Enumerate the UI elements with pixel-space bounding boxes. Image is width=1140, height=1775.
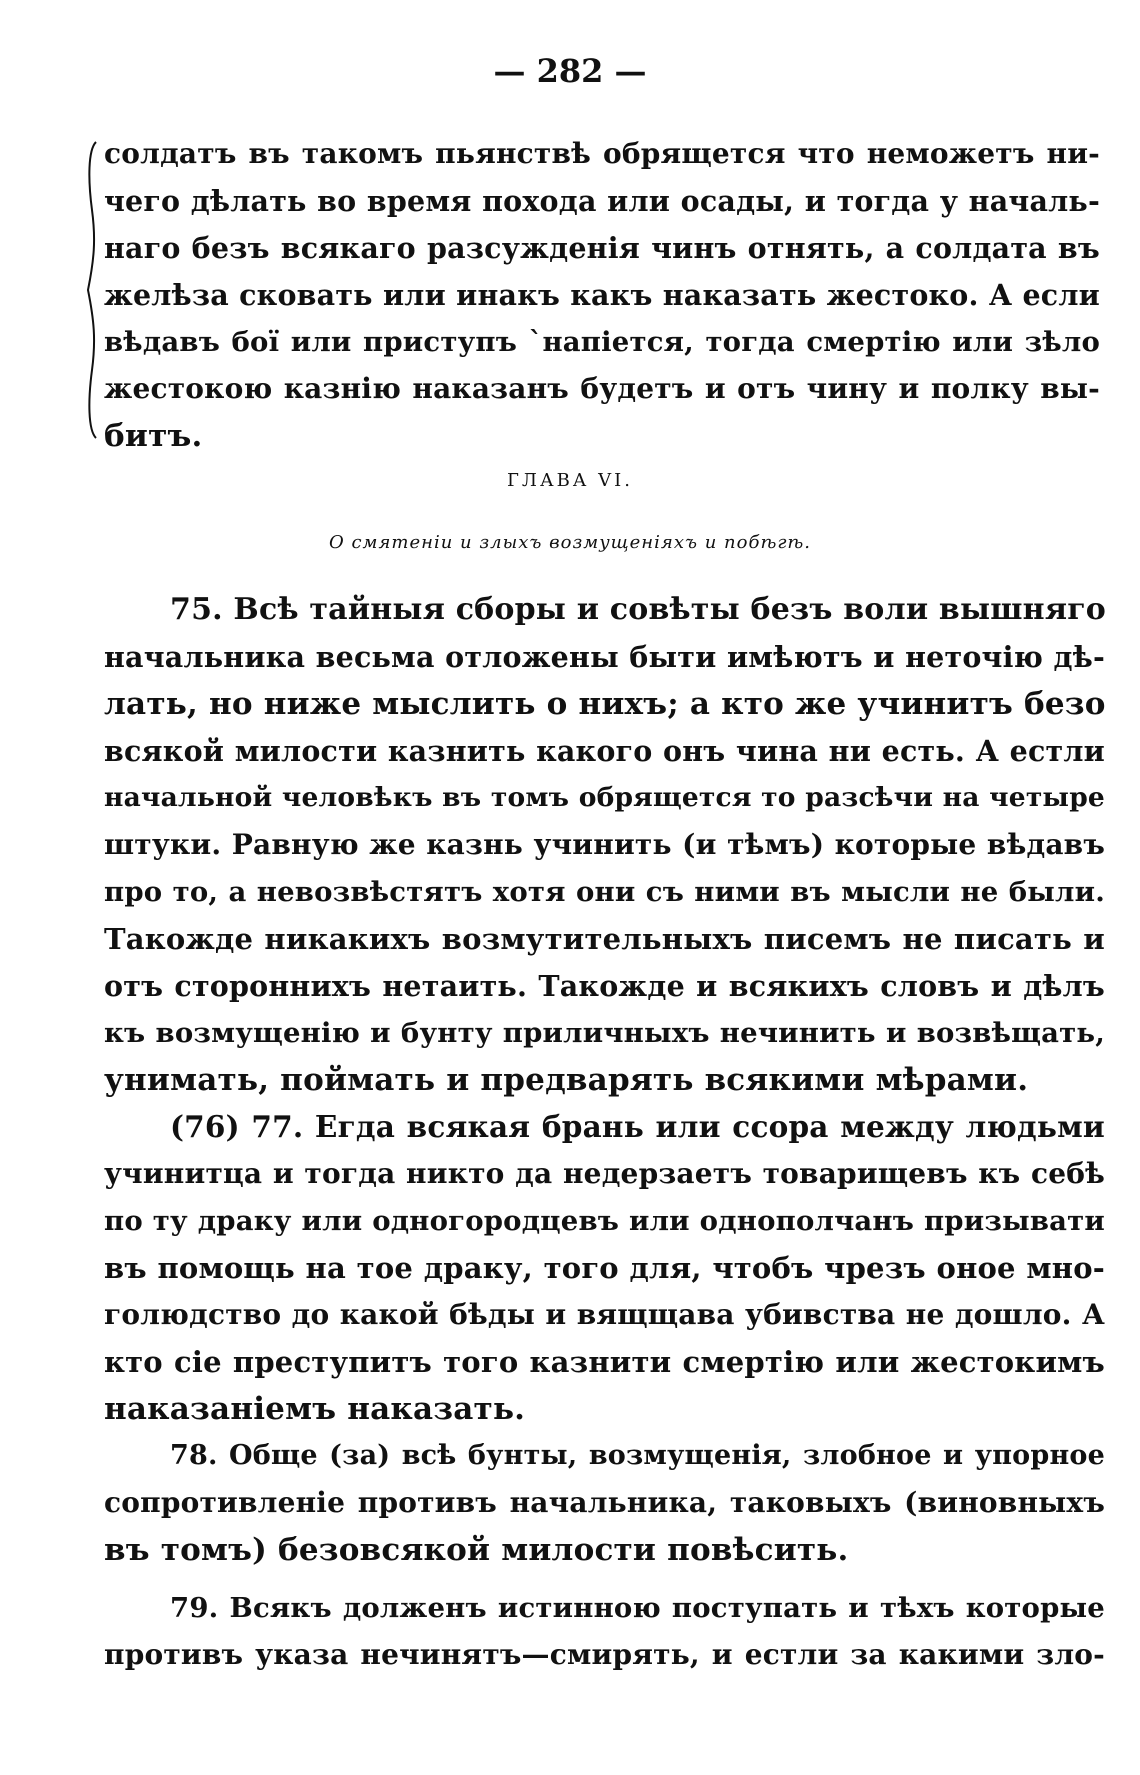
paragraph-line: сопротивленіе противъ начальника, таковыхъ (виновныхъ [104,1486,1105,1519]
intro-line: вѣдавъ бої или приступъ `напіется, тогда смертію или зѣло [104,326,1100,358]
paragraph-line: всякой милости казнить какого онъ чина ни есть. А естли [104,734,1105,768]
intro-line: желѣза сковать или инакъ какъ наказать жестоко. А если [104,278,1100,312]
chapter-subtitle: О смятеніи и злыхъ возмущеніяхъ и побѣгѣ. [328,532,812,553]
paragraph-line: унимать, поймать и предварять всякими мѣрами. [104,1062,1029,1098]
intro-line: чего дѣлать во время похода или осады, и тогда у началь- [104,184,1100,218]
paragraph-line: Такожде никакихъ возмутительныхъ писемъ не писать и [104,922,1105,956]
paragraph-line: штуки. Равную же казнь учинить (и тѣмъ) которые вѣдавъ [104,828,1105,861]
paragraph-line: къ возмущенію и бунту приличныхъ нечинить и возвѣщать, [104,1017,1105,1049]
paragraph-line: кто сіе преступитъ того казнити смертію или жестокимъ [104,1345,1105,1379]
paragraph-line: голюдство до какой бѣды и вящщава убивства не дошло. А [104,1298,1105,1331]
paragraph-line: про то, а невозвѣстятъ хотя они съ ними въ мысли не были. [104,876,1105,908]
page-number: — 282 — [493,52,647,90]
paragraph-line: учинитца и тогда никто да недерзаетъ товарищевъ къ себѣ [104,1157,1105,1190]
paragraph-line: отъ стороннихъ нетаить. Такожде и всякихъ словъ и дѣлъ [104,969,1105,1003]
intro-line: битъ. [104,418,203,454]
paragraph-line: начальника весьма отложены быти имѣютъ и неточію дѣ- [104,640,1105,674]
paragraph-line: 79. Всякъ долженъ истинною поступать и тѣхъ которые [170,1592,1105,1624]
paragraph-line: по ту драку или одногородцевъ или однополчанъ призывати [104,1205,1105,1237]
paragraph-line: въ томъ) безовсякой милости повѣсить. [104,1532,849,1568]
chapter-title: ГЛАВА VI. [507,470,633,491]
paragraph-line: въ помощь на тое драку, того для, чтобъ чрезъ оное мно- [104,1251,1105,1285]
paragraph-line: начальной человѣкъ въ томъ обрящется то разсѣчи на четыре [104,782,1105,813]
paragraph-line: наказаніемъ наказать. [104,1391,526,1427]
intro-line: солдатъ въ такомъ пьянствѣ обрящется что неможетъ ни- [104,137,1100,170]
paragraph-line: лать, но ниже мыслить о нихъ; а кто же учинитъ безо [104,686,1106,722]
margin-brace [84,140,100,440]
paragraph-line: 75. Всѣ тайныя сборы и совѣты безъ воли вышняго [170,592,1106,627]
intro-line: жестокою казнію наказанъ будетъ и отъ чину и полку вы- [104,372,1100,405]
paragraph-line: (76) 77. Егда всякая брань или ссора между людьми [170,1109,1105,1144]
paragraph-line: противъ указа нечинятъ—смирять, и естли за какими зло- [104,1638,1105,1671]
intro-line: наго безъ всякаго разсужденія чинъ отнять, а солдата въ [104,231,1100,265]
paragraph-line: 78. Обще (за) всѣ бунты, возмущенія, злобное и упорное [170,1440,1105,1471]
